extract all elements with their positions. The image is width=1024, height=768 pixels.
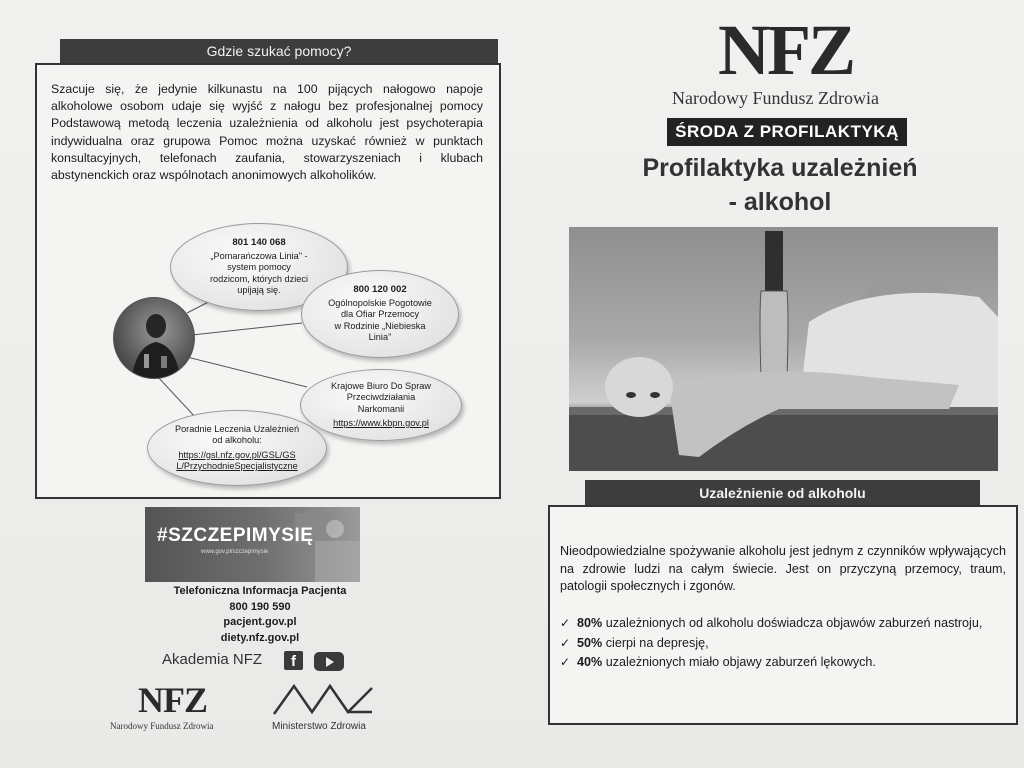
akademia-label: Akademia NFZ: [162, 651, 263, 668]
nfz-logo-small: NFZ: [138, 680, 207, 720]
vaccination-hashtag: #SZCZEPIMYSIĘ: [157, 525, 314, 546]
contact-line: Poradnie Leczenia Uzależnień: [174, 423, 300, 434]
ministry-caption: Ministerstwo Zdrowia: [272, 721, 366, 732]
youtube-icon[interactable]: [314, 652, 344, 671]
contact-line: „Pomarańczowa Linia" -: [210, 250, 308, 261]
contact-clinics: [147, 410, 327, 486]
facebook-icon[interactable]: f: [284, 651, 303, 670]
contact-line: Przeciwdziałania: [346, 392, 416, 402]
clinics-link[interactable]: https://gsl.nfz.gov.pl/GSL/GS: [178, 449, 296, 460]
contact-line: dla Ofiar Przemocy: [340, 309, 420, 320]
contact-line: system pomocy: [227, 262, 291, 273]
stats-list: [560, 615, 1006, 674]
list-item: [560, 635, 1006, 653]
contact-blue-line: [301, 270, 459, 358]
contact-line: Krajowe Biuro Do Spraw: [330, 380, 432, 391]
contact-number: 800 120 002: [353, 284, 407, 296]
contact-site[interactable]: diety.nfz.gov.pl: [220, 631, 300, 644]
check-icon: ✓: [560, 655, 571, 669]
addiction-section-header: Uzależnienie od alkoholu: [585, 480, 980, 507]
contact-title: Telefoniczna Informacja Pacjenta: [173, 585, 347, 597]
stat-text: uzależnionych od alkoholu doświadcza objawów zaburzeń nastroju,: [605, 616, 983, 630]
vaccination-banner: [145, 507, 360, 582]
campaign-badge: ŚRODA Z PROFILAKTYKĄ: [667, 118, 907, 146]
stat-percent: 40%: [577, 655, 603, 669]
stat-percent: 80%: [577, 616, 603, 630]
vaccination-url: www.gov.pl/szczepimysie: [201, 549, 269, 555]
page-subtitle: - alkohol: [728, 188, 832, 216]
nfz-logo-large-caption: Narodowy Fundusz Zdrowia: [672, 88, 879, 108]
contact-phone: 800 190 590: [229, 600, 291, 613]
help-section-header: Gdzie szukać pomocy?: [60, 39, 498, 63]
help-section-box: [35, 63, 501, 499]
contact-line: Narkomanii: [357, 403, 405, 414]
addiction-section-box: [548, 505, 1018, 725]
contact-line: Linia": [368, 332, 392, 343]
addiction-paragraph: Nieodpowiedzialne spożywanie alkoholu jest jednym z czynników wpływających na zdrowie ludzi na całym świecie. Jest on przyczyną przemocy, traum, patologii społecznych i zgonów.: [560, 544, 1006, 593]
check-icon: ✓: [560, 616, 571, 630]
contact-site[interactable]: pacjent.gov.pl: [223, 616, 297, 628]
contact-line: Ogólnopolskie Pogotowie: [328, 297, 432, 308]
stat-percent: 50%: [577, 635, 603, 650]
contact-line: upijają się.: [237, 285, 281, 296]
contact-line: rodzicom, których dzieci: [209, 273, 309, 284]
nfz-logo-caption: Narodowy Fundusz Zdrowia: [110, 721, 214, 731]
man-drinking-photo: [113, 297, 195, 379]
page-title: Profilaktyka uzależnień: [642, 154, 918, 182]
clinics-link[interactable]: L/PrzychodnieSpecjalistyczne: [176, 461, 298, 471]
help-paragraph: Szacuje się, że jedynie kilkunastu na 100 pijących nałogowo napoje alkoholowe osobom udaje się wyjść z nałogu bez profesjonalnej pomocy Podstawową metodą leczenia uzależnienia od alkoholu jest psychoterapia indywidualna oraz grupowa Pomoc można uzyskać również w punktach konsultacyjnych, telefonach zaufania, stowarzyszeniach i klubach abstynenckich oraz wspólnotach anonimowych alkoholików.: [51, 82, 483, 183]
stat-text: cierpi na depresję,: [605, 635, 709, 650]
nfz-logo-large: NFZ: [718, 10, 853, 90]
kbpn-link[interactable]: https://www.kbpn.gov.pl: [333, 418, 429, 428]
contact-line: od alkoholu:: [212, 435, 262, 445]
stat-text: uzależnionych miało objawy zaburzeń lękowych.: [605, 655, 876, 669]
list-item: [560, 615, 1006, 633]
ministry-logo-icon: [272, 682, 382, 718]
patient-info-contact: [160, 584, 360, 646]
contact-number: 801 140 068: [232, 237, 286, 249]
check-icon: ✓: [560, 635, 571, 650]
drunk-man-photo: [569, 227, 998, 471]
contact-line: w Rodzinie „Niebieska: [334, 320, 426, 331]
contact-kbpn: [300, 369, 462, 441]
list-item: [560, 654, 1006, 672]
